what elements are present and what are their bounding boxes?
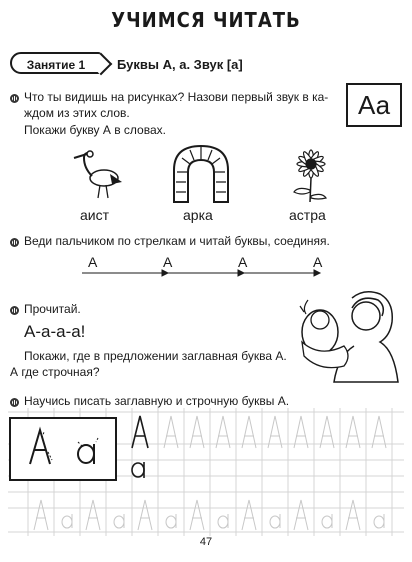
task-bullet-icon bbox=[10, 238, 19, 247]
arrow-letter-4: А bbox=[313, 254, 323, 270]
letter-box: Аа bbox=[346, 83, 402, 127]
copybook-grid bbox=[8, 408, 404, 536]
word-aist: аист bbox=[80, 207, 110, 223]
stork-icon bbox=[70, 148, 126, 200]
task1-text: Что ты видишь на рисунках? Назови первый звук в ка- bbox=[24, 90, 329, 104]
reading-arrows bbox=[80, 268, 330, 278]
task3-big-text: А-а-а-а! bbox=[24, 322, 86, 341]
arrow-letter-3: А bbox=[238, 254, 248, 270]
task4-text: Научись писать заглавную и строчную буквы А. bbox=[24, 394, 290, 408]
arrow-letter-1: А bbox=[88, 254, 98, 270]
page-number: 47 bbox=[199, 536, 213, 548]
task2-text: Веди пальчиком по стрелкам и читай буквы, соединяя. bbox=[24, 234, 330, 248]
task3-line2: А где строчная? bbox=[10, 365, 100, 379]
task3-text: Прочитай. bbox=[24, 302, 81, 316]
task3-line1: Покажи, где в предложении заглавная буква А. bbox=[24, 349, 287, 363]
task-bullet-icon bbox=[10, 94, 19, 103]
arrow-letter-2: А bbox=[163, 254, 173, 270]
task-bullet-icon bbox=[10, 306, 19, 315]
lesson-title: Буквы А, а. Звук [а] bbox=[117, 57, 243, 72]
page-title: УЧИМСЯ ЧИТАТЬ bbox=[111, 8, 301, 32]
task-bullet-icon bbox=[10, 398, 19, 407]
word-arka: арка bbox=[183, 207, 213, 223]
task1-text-2: ждом из этих слов. bbox=[24, 106, 130, 120]
task1-text-3: Покажи букву А в словах. bbox=[24, 123, 166, 137]
mother-baby-icon bbox=[294, 286, 400, 384]
word-astra: астра bbox=[289, 207, 326, 223]
aster-flower-icon bbox=[286, 146, 336, 204]
lesson-tag: Занятие 1 bbox=[10, 52, 102, 74]
arch-icon bbox=[170, 142, 232, 204]
